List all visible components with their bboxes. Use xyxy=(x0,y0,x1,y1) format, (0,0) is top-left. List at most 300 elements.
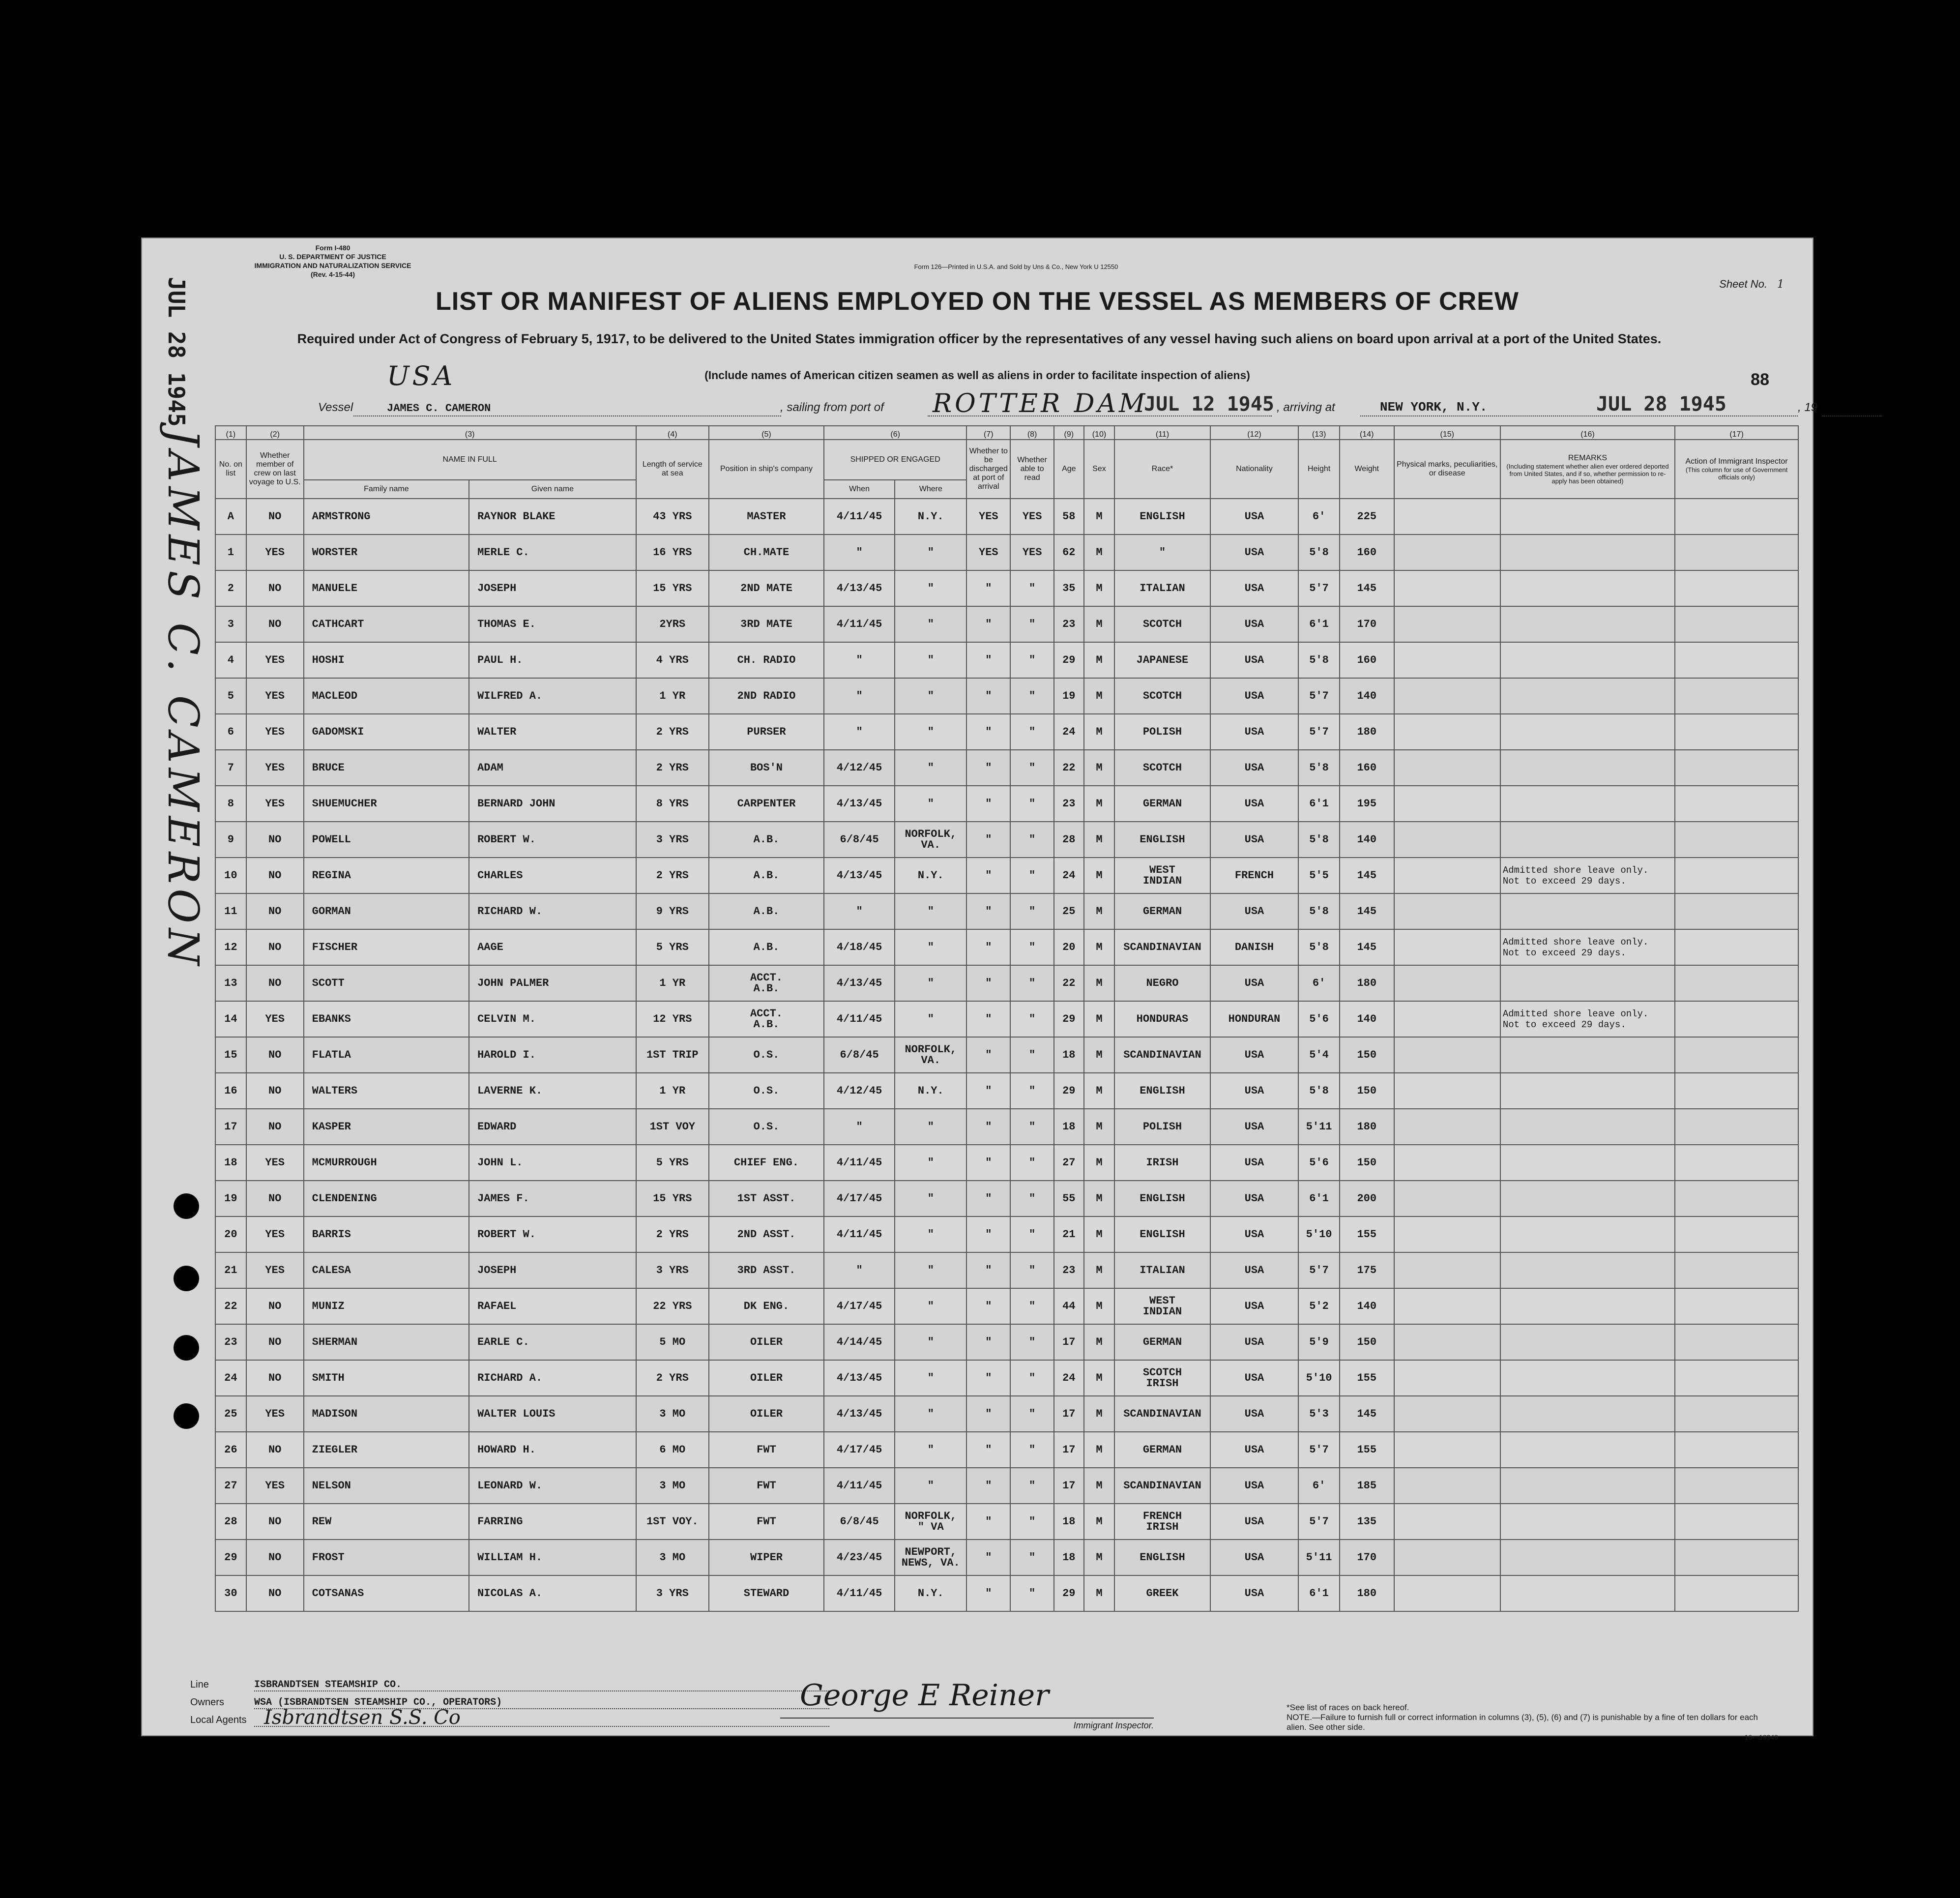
cell-position: 3RD MATE xyxy=(709,606,824,642)
cell-height: 5'8 xyxy=(1298,642,1340,678)
cell-position: O.S. xyxy=(709,1073,824,1109)
cell-discharged: " xyxy=(966,1109,1010,1145)
cell-able-to-read: " xyxy=(1010,1181,1054,1216)
cell-sex: M xyxy=(1084,1360,1115,1396)
cell-age: 17 xyxy=(1054,1324,1084,1360)
cell-family-name: MANUELE xyxy=(304,570,469,606)
cell-shipped-when: 4/11/45 xyxy=(824,1001,895,1037)
cell-given-name: MERLE C. xyxy=(469,534,636,570)
cell-height: 6'1 xyxy=(1298,1181,1340,1216)
cell-last-voyage: NO xyxy=(246,1432,304,1468)
cell-inspector-action xyxy=(1675,1575,1798,1611)
crew-row xyxy=(215,965,1798,1001)
cell-inspector-action xyxy=(1675,1216,1798,1252)
cell-given-name: THOMAS E. xyxy=(469,606,636,642)
crew-row xyxy=(215,678,1798,714)
cell-position: A.B. xyxy=(709,929,824,965)
cell-discharged: " xyxy=(966,1288,1010,1324)
cell-position: STEWARD xyxy=(709,1575,824,1611)
cell-inspector-action xyxy=(1675,1073,1798,1109)
cell-inspector-action xyxy=(1675,642,1798,678)
cell-inspector-action xyxy=(1675,1396,1798,1432)
header-last-voyage: Whether member of crew on last voyage to U.S. xyxy=(246,440,304,499)
cell-last-voyage: NO xyxy=(246,1073,304,1109)
cell-shipped-where: " xyxy=(895,678,966,714)
cell-shipped-where: " xyxy=(895,1396,966,1432)
crew-row xyxy=(215,1540,1798,1575)
cell-inspector-action xyxy=(1675,1288,1798,1324)
cell-age: 58 xyxy=(1054,499,1084,534)
cell-age: 29 xyxy=(1054,642,1084,678)
cell-shipped-when: 4/23/45 xyxy=(824,1540,895,1575)
cell-family-name: SHERMAN xyxy=(304,1324,469,1360)
cell-no: 17 xyxy=(215,1109,246,1145)
cell-position: A.B. xyxy=(709,822,824,858)
cell-family-name: MACLEOD xyxy=(304,678,469,714)
cell-remarks: Admitted shore leave only. Not to exceed 29 days. xyxy=(1500,858,1675,893)
document-title: LIST OR MANIFEST OF ALIENS EMPLOYED ON THE VESSEL AS MEMBERS OF CREW xyxy=(436,287,1519,316)
cell-position: 2ND ASST. xyxy=(709,1216,824,1252)
cell-shipped-where: " xyxy=(895,1252,966,1288)
cell-inspector-action xyxy=(1675,750,1798,786)
vessel-line xyxy=(318,389,1818,418)
remarks-title: REMARKS xyxy=(1568,453,1608,462)
punch-hole xyxy=(174,1266,199,1291)
cell-shipped-when: 4/13/45 xyxy=(824,858,895,893)
cell-race: ENGLISH xyxy=(1114,1073,1210,1109)
cell-remarks xyxy=(1500,1432,1675,1468)
cell-remarks xyxy=(1500,642,1675,678)
cell-last-voyage: NO xyxy=(246,822,304,858)
cell-position: CARPENTER xyxy=(709,786,824,822)
cell-weight: 145 xyxy=(1340,1396,1394,1432)
cell-age: 27 xyxy=(1054,1145,1084,1181)
cell-sex: M xyxy=(1084,606,1115,642)
header-physical-marks: Physical marks, peculiarities, or disease xyxy=(1394,440,1500,499)
cell-race: IRISH xyxy=(1114,1145,1210,1181)
cell-remarks xyxy=(1500,714,1675,750)
cell-service: 1 YR xyxy=(636,965,709,1001)
remarks-note: (Including statement whether alien ever ordered deported from United States, and if so, whether permission to re-apply has been obtained) xyxy=(1506,462,1669,485)
cell-age: 29 xyxy=(1054,1575,1084,1611)
cell-position: CH.MATE xyxy=(709,534,824,570)
col-number: (7) xyxy=(966,426,1010,440)
cell-given-name: ROBERT W. xyxy=(469,822,636,858)
col-number: (17) xyxy=(1675,426,1798,440)
cell-shipped-where: NORFOLK, VA. xyxy=(895,822,966,858)
local-agents-signature: Isbrandtsen S.S. Co xyxy=(264,1706,461,1729)
cell-last-voyage: YES xyxy=(246,1145,304,1181)
cell-given-name: EARLE C. xyxy=(469,1324,636,1360)
cell-shipped-when: " xyxy=(824,1252,895,1288)
cell-remarks: Admitted shore leave only. Not to exceed 29 days. xyxy=(1500,1001,1675,1037)
cell-sex: M xyxy=(1084,1575,1115,1611)
cell-nationality: USA xyxy=(1210,893,1299,929)
cell-able-to-read: " xyxy=(1010,786,1054,822)
cell-shipped-when: " xyxy=(824,534,895,570)
cell-inspector-action xyxy=(1675,534,1798,570)
cell-height: 5'7 xyxy=(1298,1432,1340,1468)
cell-height: 6' xyxy=(1298,499,1340,534)
cell-physical-marks xyxy=(1394,1575,1500,1611)
cell-race: " xyxy=(1114,534,1210,570)
cell-sex: M xyxy=(1084,1252,1115,1288)
cell-given-name: AAGE xyxy=(469,929,636,965)
cell-given-name: HOWARD H. xyxy=(469,1432,636,1468)
cell-family-name: MCMURROUGH xyxy=(304,1145,469,1181)
header-service-length: Length of service at sea xyxy=(636,440,709,499)
col-number: (6) xyxy=(824,426,966,440)
cell-last-voyage: YES xyxy=(246,1001,304,1037)
cell-last-voyage: YES xyxy=(246,1396,304,1432)
crew-row xyxy=(215,929,1798,965)
col-number: (15) xyxy=(1394,426,1500,440)
cell-age: 22 xyxy=(1054,965,1084,1001)
cell-last-voyage: YES xyxy=(246,786,304,822)
cell-physical-marks xyxy=(1394,1037,1500,1073)
cell-age: 23 xyxy=(1054,1252,1084,1288)
cell-no: 25 xyxy=(215,1396,246,1432)
cell-shipped-where: " xyxy=(895,750,966,786)
cell-weight: 160 xyxy=(1340,534,1394,570)
cell-physical-marks xyxy=(1394,1252,1500,1288)
header-sex: Sex xyxy=(1084,440,1115,499)
cell-age: 22 xyxy=(1054,750,1084,786)
cell-weight: 155 xyxy=(1340,1216,1394,1252)
cell-physical-marks xyxy=(1394,714,1500,750)
cell-physical-marks xyxy=(1394,1109,1500,1145)
cell-physical-marks xyxy=(1394,1324,1500,1360)
cell-shipped-when: 4/13/45 xyxy=(824,786,895,822)
cell-remarks xyxy=(1500,1181,1675,1216)
cell-discharged: YES xyxy=(966,534,1010,570)
cell-weight: 160 xyxy=(1340,642,1394,678)
col-number: (8) xyxy=(1010,426,1054,440)
arriving-label: , arriving at xyxy=(1277,401,1335,414)
crew-row xyxy=(215,1216,1798,1252)
cell-age: 23 xyxy=(1054,786,1084,822)
crew-row xyxy=(215,1288,1798,1324)
cell-sex: M xyxy=(1084,1109,1115,1145)
cell-given-name: RICHARD A. xyxy=(469,1360,636,1396)
cell-service: 1ST VOY. xyxy=(636,1504,709,1540)
crew-row xyxy=(215,570,1798,606)
cell-able-to-read: " xyxy=(1010,678,1054,714)
cell-shipped-when: 4/18/45 xyxy=(824,929,895,965)
cell-able-to-read: " xyxy=(1010,714,1054,750)
crew-row xyxy=(215,1252,1798,1288)
cell-inspector-action xyxy=(1675,929,1798,965)
cell-race: ENGLISH xyxy=(1114,822,1210,858)
col-number: (12) xyxy=(1210,426,1299,440)
cell-discharged: " xyxy=(966,1468,1010,1504)
cell-age: 28 xyxy=(1054,822,1084,858)
cell-no: 6 xyxy=(215,714,246,750)
cell-given-name: LAVERNE K. xyxy=(469,1073,636,1109)
cell-family-name: POWELL xyxy=(304,822,469,858)
cell-remarks xyxy=(1500,1360,1675,1396)
cell-no: 18 xyxy=(215,1145,246,1181)
cell-no: 21 xyxy=(215,1252,246,1288)
cell-family-name: WALTERS xyxy=(304,1073,469,1109)
cell-age: 24 xyxy=(1054,858,1084,893)
cell-remarks xyxy=(1500,1396,1675,1432)
cell-last-voyage: NO xyxy=(246,1109,304,1145)
cell-nationality: USA xyxy=(1210,678,1299,714)
cell-discharged: " xyxy=(966,1575,1010,1611)
cell-service: 15 YRS xyxy=(636,570,709,606)
cell-position: OILER xyxy=(709,1396,824,1432)
cell-nationality: USA xyxy=(1210,606,1299,642)
cell-sex: M xyxy=(1084,893,1115,929)
cell-sex: M xyxy=(1084,678,1115,714)
cell-given-name: JOHN L. xyxy=(469,1145,636,1181)
cell-race: ITALIAN xyxy=(1114,1252,1210,1288)
header-nationality: Nationality xyxy=(1210,440,1299,499)
crew-manifest-table xyxy=(215,425,1799,1612)
cell-able-to-read: " xyxy=(1010,1504,1054,1540)
cell-physical-marks xyxy=(1394,786,1500,822)
cell-shipped-where: " xyxy=(895,1432,966,1468)
cell-given-name: ADAM xyxy=(469,750,636,786)
cell-service: 1ST VOY xyxy=(636,1109,709,1145)
cell-family-name: MADISON xyxy=(304,1396,469,1432)
crew-row xyxy=(215,858,1798,893)
cell-family-name: ZIEGLER xyxy=(304,1432,469,1468)
cell-height: 5'10 xyxy=(1298,1216,1340,1252)
header-shipped-engaged: SHIPPED OR ENGAGED xyxy=(824,440,966,480)
cell-no: 29 xyxy=(215,1540,246,1575)
cell-no: 20 xyxy=(215,1216,246,1252)
cell-shipped-when: 4/14/45 xyxy=(824,1324,895,1360)
cell-no: 8 xyxy=(215,786,246,822)
cell-sex: M xyxy=(1084,858,1115,893)
cell-family-name: REGINA xyxy=(304,858,469,893)
col-number: (10) xyxy=(1084,426,1115,440)
sailing-label: , sailing from port of xyxy=(780,401,884,414)
cell-weight: 180 xyxy=(1340,1575,1394,1611)
cell-nationality: USA xyxy=(1210,1432,1299,1468)
cell-height: 5'11 xyxy=(1298,1540,1340,1575)
cell-given-name: BERNARD JOHN xyxy=(469,786,636,822)
cell-last-voyage: NO xyxy=(246,965,304,1001)
cell-physical-marks xyxy=(1394,1145,1500,1181)
cell-able-to-read: " xyxy=(1010,1396,1054,1432)
cell-nationality: USA xyxy=(1210,822,1299,858)
cell-family-name: SMITH xyxy=(304,1360,469,1396)
cell-remarks xyxy=(1500,1540,1675,1575)
cell-service: 1 YR xyxy=(636,678,709,714)
cell-nationality: USA xyxy=(1210,965,1299,1001)
cell-remarks xyxy=(1500,1504,1675,1540)
cell-height: 6'1 xyxy=(1298,1575,1340,1611)
owners-value: WSA (ISBRANDTSEN STEAMSHIP CO., OPERATORS) xyxy=(254,1697,502,1708)
cell-weight: 145 xyxy=(1340,929,1394,965)
cell-remarks: Admitted shore leave only. Not to exceed 29 days. xyxy=(1500,929,1675,965)
cell-shipped-when: 4/11/45 xyxy=(824,499,895,534)
header-weight: Weight xyxy=(1340,440,1394,499)
cell-discharged: " xyxy=(966,1540,1010,1575)
document-subtitle: Required under Act of Congress of February 5, 1917, to be delivered to the United States immigration officer by the representatives of any vessel having such aliens on board upon arrival at a port of the United States. xyxy=(297,331,1662,346)
cell-shipped-where: " xyxy=(895,714,966,750)
cell-height: 5'8 xyxy=(1298,534,1340,570)
cell-shipped-where: " xyxy=(895,1109,966,1145)
cell-shipped-where: " xyxy=(895,606,966,642)
cell-family-name: FROST xyxy=(304,1540,469,1575)
cell-physical-marks xyxy=(1394,893,1500,929)
cell-shipped-where: " xyxy=(895,1360,966,1396)
crew-row xyxy=(215,1396,1798,1432)
crew-row xyxy=(215,1109,1798,1145)
cell-physical-marks xyxy=(1394,929,1500,965)
sail-date-stamp: JUL 12 1945 xyxy=(1144,393,1274,415)
sheet-label: Sheet No. xyxy=(1719,278,1767,290)
cell-shipped-where: " xyxy=(895,965,966,1001)
cell-remarks xyxy=(1500,1288,1675,1324)
cell-given-name: JAMES F. xyxy=(469,1181,636,1216)
cell-height: 6'1 xyxy=(1298,786,1340,822)
form-header-block xyxy=(195,243,470,279)
cell-physical-marks xyxy=(1394,1432,1500,1468)
cell-sex: M xyxy=(1084,570,1115,606)
cell-age: 20 xyxy=(1054,929,1084,965)
cell-weight: 140 xyxy=(1340,1001,1394,1037)
cell-shipped-when: 6/8/45 xyxy=(824,822,895,858)
cell-family-name: NELSON xyxy=(304,1468,469,1504)
cell-discharged: " xyxy=(966,1073,1010,1109)
cell-service: 2 YRS xyxy=(636,714,709,750)
cell-race: SCOTCH xyxy=(1114,606,1210,642)
cell-remarks xyxy=(1500,1037,1675,1073)
cell-weight: 150 xyxy=(1340,1073,1394,1109)
cell-shipped-when: 4/13/45 xyxy=(824,1360,895,1396)
cell-shipped-where: N.Y. xyxy=(895,1575,966,1611)
cell-last-voyage: NO xyxy=(246,1037,304,1073)
cell-shipped-where: NORFOLK, VA. xyxy=(895,1037,966,1073)
cell-discharged: " xyxy=(966,858,1010,893)
cell-service: 3 MO xyxy=(636,1540,709,1575)
cell-last-voyage: YES xyxy=(246,1468,304,1504)
cell-inspector-action xyxy=(1675,858,1798,893)
inspector-action-note: (This column for use of Government officials only) xyxy=(1685,466,1788,481)
cell-shipped-where: N.Y. xyxy=(895,499,966,534)
cell-shipped-when: 6/8/45 xyxy=(824,1504,895,1540)
cell-position: O.S. xyxy=(709,1037,824,1073)
cell-service: 15 YRS xyxy=(636,1181,709,1216)
cell-nationality: USA xyxy=(1210,714,1299,750)
cell-nationality: USA xyxy=(1210,1396,1299,1432)
cell-physical-marks xyxy=(1394,1468,1500,1504)
cell-position: ACCT. A.B. xyxy=(709,965,824,1001)
cell-position: FWT xyxy=(709,1432,824,1468)
cell-height: 5'3 xyxy=(1298,1396,1340,1432)
header-able-to-read: Whether able to read xyxy=(1010,440,1054,499)
cell-family-name: GADOMSKI xyxy=(304,714,469,750)
header-discharged: Whether to be discharged at port of arrival xyxy=(966,440,1010,499)
cell-given-name: RICHARD W. xyxy=(469,893,636,929)
page-number: 88 xyxy=(1751,370,1769,389)
header-where: Where xyxy=(895,480,966,499)
cell-inspector-action xyxy=(1675,965,1798,1001)
cell-discharged: " xyxy=(966,786,1010,822)
header-when: When xyxy=(824,480,895,499)
header-inspector-action xyxy=(1675,440,1798,499)
cell-height: 5'8 xyxy=(1298,822,1340,858)
cell-able-to-read: " xyxy=(1010,1252,1054,1288)
cell-able-to-read: " xyxy=(1010,822,1054,858)
cell-sex: M xyxy=(1084,1540,1115,1575)
cell-inspector-action xyxy=(1675,1037,1798,1073)
cell-service: 3 MO xyxy=(636,1396,709,1432)
cell-sex: M xyxy=(1084,1073,1115,1109)
cell-family-name: ARMSTRONG xyxy=(304,499,469,534)
cell-given-name: RAYNOR BLAKE xyxy=(469,499,636,534)
form-number: Form I-480 xyxy=(315,244,351,252)
cell-given-name: CELVIN M. xyxy=(469,1001,636,1037)
cell-last-voyage: NO xyxy=(246,1181,304,1216)
cell-race: ENGLISH xyxy=(1114,499,1210,534)
cell-sex: M xyxy=(1084,1288,1115,1324)
cell-height: 6' xyxy=(1298,965,1340,1001)
line-label: Line xyxy=(190,1679,209,1690)
cell-service: 2 YRS xyxy=(636,858,709,893)
crew-row xyxy=(215,1073,1798,1109)
cell-able-to-read: " xyxy=(1010,1216,1054,1252)
cell-inspector-action xyxy=(1675,1468,1798,1504)
cell-shipped-when: 4/17/45 xyxy=(824,1181,895,1216)
cell-family-name: WORSTER xyxy=(304,534,469,570)
cell-no: 3 xyxy=(215,606,246,642)
printer-note: Form 126—Printed in U.S.A. and Sold by Uns & Co., New York U 12550 xyxy=(914,263,1118,270)
cell-race: WEST INDIAN xyxy=(1114,1288,1210,1324)
cell-position: A.B. xyxy=(709,858,824,893)
cell-age: 62 xyxy=(1054,534,1084,570)
cell-given-name: RAFAEL xyxy=(469,1288,636,1324)
cell-position: 2ND RADIO xyxy=(709,678,824,714)
cell-shipped-where: N.Y. xyxy=(895,858,966,893)
crew-row xyxy=(215,1575,1798,1611)
crew-row xyxy=(215,1432,1798,1468)
cell-position: 2ND MATE xyxy=(709,570,824,606)
cell-discharged: " xyxy=(966,1504,1010,1540)
cell-race: SCOTCH xyxy=(1114,678,1210,714)
cell-service: 22 YRS xyxy=(636,1288,709,1324)
punch-hole xyxy=(174,1335,199,1361)
cell-no: 30 xyxy=(215,1575,246,1611)
punch-hole xyxy=(174,1193,199,1219)
cell-remarks xyxy=(1500,499,1675,534)
cell-race: SCANDINAVIAN xyxy=(1114,929,1210,965)
line-value: ISBRANDTSEN STEAMSHIP CO. xyxy=(254,1679,402,1690)
header-race: Race* xyxy=(1114,440,1210,499)
cell-service: 9 YRS xyxy=(636,893,709,929)
cell-weight: 155 xyxy=(1340,1432,1394,1468)
cell-able-to-read: " xyxy=(1010,606,1054,642)
cell-shipped-when: " xyxy=(824,1109,895,1145)
revision: (Rev. 4-15-44) xyxy=(310,270,355,278)
cell-inspector-action xyxy=(1675,1109,1798,1145)
cell-no: 2 xyxy=(215,570,246,606)
crew-row xyxy=(215,1324,1798,1360)
cell-discharged: " xyxy=(966,1145,1010,1181)
cell-sex: M xyxy=(1084,1504,1115,1540)
cell-shipped-where: N.Y. xyxy=(895,1073,966,1109)
crew-row xyxy=(215,822,1798,858)
cell-family-name: HOSHI xyxy=(304,642,469,678)
column-number-row xyxy=(215,426,1798,440)
cell-inspector-action xyxy=(1675,1001,1798,1037)
cell-physical-marks xyxy=(1394,1181,1500,1216)
